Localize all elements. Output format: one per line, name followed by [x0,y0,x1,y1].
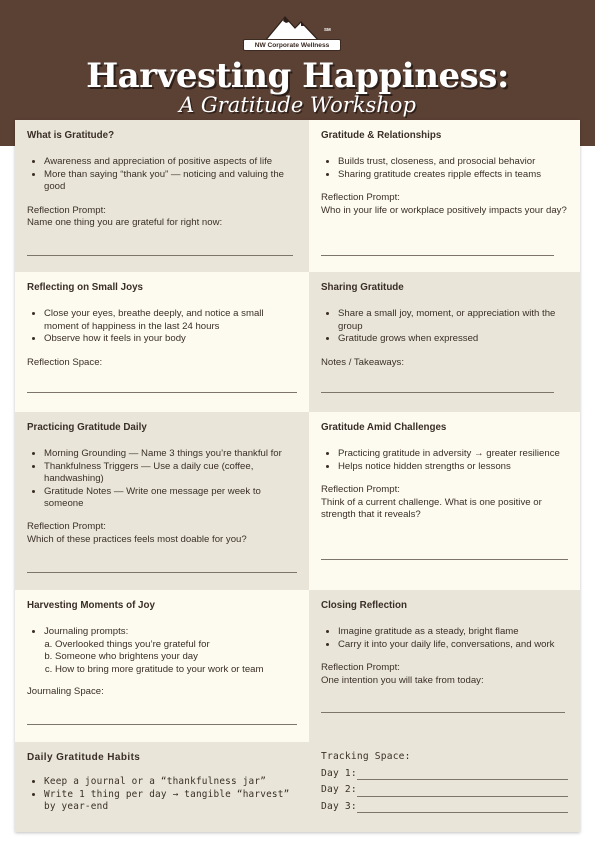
writing-line[interactable] [321,392,554,393]
writing-line[interactable] [357,812,568,813]
bullet-list [27,448,297,510]
bullet-item: • Keep a journal or a “thankfulness jar” [44,776,297,788]
bullet-item [44,626,297,676]
bullet-list [321,156,568,181]
writing-line[interactable] [321,712,565,713]
writing-line[interactable] [321,559,568,560]
bullet-list [321,308,568,345]
section-practicing-daily [15,412,309,590]
bullet-item: • Observe how it feels in your body [44,333,297,345]
bullet-list [27,308,297,345]
prompt-label: Reflection Prompt: [27,521,106,533]
bullet-item: • More than saying “thank you” — noticing and valuing the good [44,169,297,194]
bullet-list [27,776,297,813]
bullet-list [27,156,297,193]
bullet-item: • Gratitude Notes — Write one message per week to someone [44,486,297,511]
section-closing [309,590,580,742]
prompt-label: Reflection Prompt: [321,484,400,496]
prompt-label: Reflection Prompt: [321,662,400,674]
section-harvesting [15,590,309,742]
day-label: Day 2: [321,784,357,796]
space-label: Journaling Space: [27,686,104,698]
bullet-text: Journaling prompts: [44,626,129,638]
writing-line[interactable] [357,779,568,780]
tracking-title: Tracking Space: [321,751,411,762]
logo-sm-mark: SM [324,27,331,32]
bullet-list [321,448,568,473]
writing-line[interactable] [27,724,297,725]
prompt-label: Reflection Prompt: [27,204,106,216]
writing-line[interactable] [27,255,293,256]
page-title: Harvesting Happiness: [86,56,509,96]
section-title: Sharing Gratitude [321,282,404,293]
section-what-is-gratitude [15,120,309,272]
sub-item: c. How to bring more gratitude to your work or team [55,664,297,676]
space-label: Reflection Space: [27,356,103,368]
writing-line[interactable] [27,392,297,393]
sub-list [44,639,297,676]
page-subtitle: A Gratitude Workshop [179,93,416,117]
section-daily-habits [15,742,309,832]
writing-line[interactable] [321,255,554,256]
bullet-item: • Share a small joy, moment, or appreciation with the group [338,308,568,333]
bullet-item: • Gratitude grows when expressed [338,333,568,345]
bullet-item: • Morning Grounding — Name 3 things you’re thankful for [44,448,297,460]
section-sharing [309,272,580,412]
prompt-text: One intention you will take from today: [321,674,484,686]
sub-item: b. Someone who brightens your day [55,651,297,663]
prompt-text: Which of these practices feels most doable for you? [27,533,247,545]
section-title: Reflecting on Small Joys [27,282,143,293]
writing-line[interactable] [27,572,297,573]
nw-corporate-wellness-logo [243,14,341,54]
prompt-label: Reflection Prompt: [321,192,400,204]
writing-line[interactable] [357,796,568,797]
day-label: Day 3: [321,800,357,812]
logo-text: NW Corporate Wellness [243,39,341,51]
bullet-item: • Carry it into your daily life, conversations, and work [338,639,568,651]
bullet-item: • Imagine gratitude as a steady, bright flame [338,626,568,638]
bullet-item: • Practicing gratitude in adversity → greater resilience [338,448,568,460]
bullet-item: • Awareness and appreciation of positive aspects of life [44,156,297,168]
bullet-list [27,626,297,676]
section-small-joys [15,272,309,412]
prompt-text: Name one thing you are grateful for right now: [27,217,223,229]
section-title: Gratitude & Relationships [321,130,442,141]
sub-item: a. Overlooked things you’re grateful for [55,639,297,651]
prompt-text: Think of a current challenge. What is one positive or strength that it reveals? [321,496,542,521]
bullet-item: • Builds trust, closeness, and prosocial behavior [338,156,568,168]
bullet-list [321,626,568,651]
section-title: Closing Reflection [321,600,408,611]
space-label: Notes / Takeaways: [321,356,405,368]
section-relationships [309,120,580,272]
workshop-card [15,120,580,832]
bullet-item: • Close your eyes, breathe deeply, and notice a small moment of happiness in the last 24 hours [44,308,297,333]
bullet-item: • Write 1 thing per day → tangible “harvest” by year-end [44,789,297,814]
bullet-item: • Thankfulness Triggers — Use a daily cue (coffee, handwashing) [44,461,297,486]
section-title: Harvesting Moments of Joy [27,600,155,611]
section-title: Daily Gratitude Habits [27,752,141,763]
section-challenges [309,412,580,590]
bullet-item: • Sharing gratitude creates ripple effects in teams [338,169,568,181]
prompt-text: Who in your life or workplace positively impacts your day? [321,204,567,216]
section-tracking [309,742,580,832]
day-label: Day 1: [321,767,357,779]
section-title: Gratitude Amid Challenges [321,422,447,433]
bullet-item: • Helps notice hidden strengths or lessons [338,461,568,473]
section-title: Practicing Gratitude Daily [27,422,147,433]
section-title: What is Gratitude? [27,130,115,141]
